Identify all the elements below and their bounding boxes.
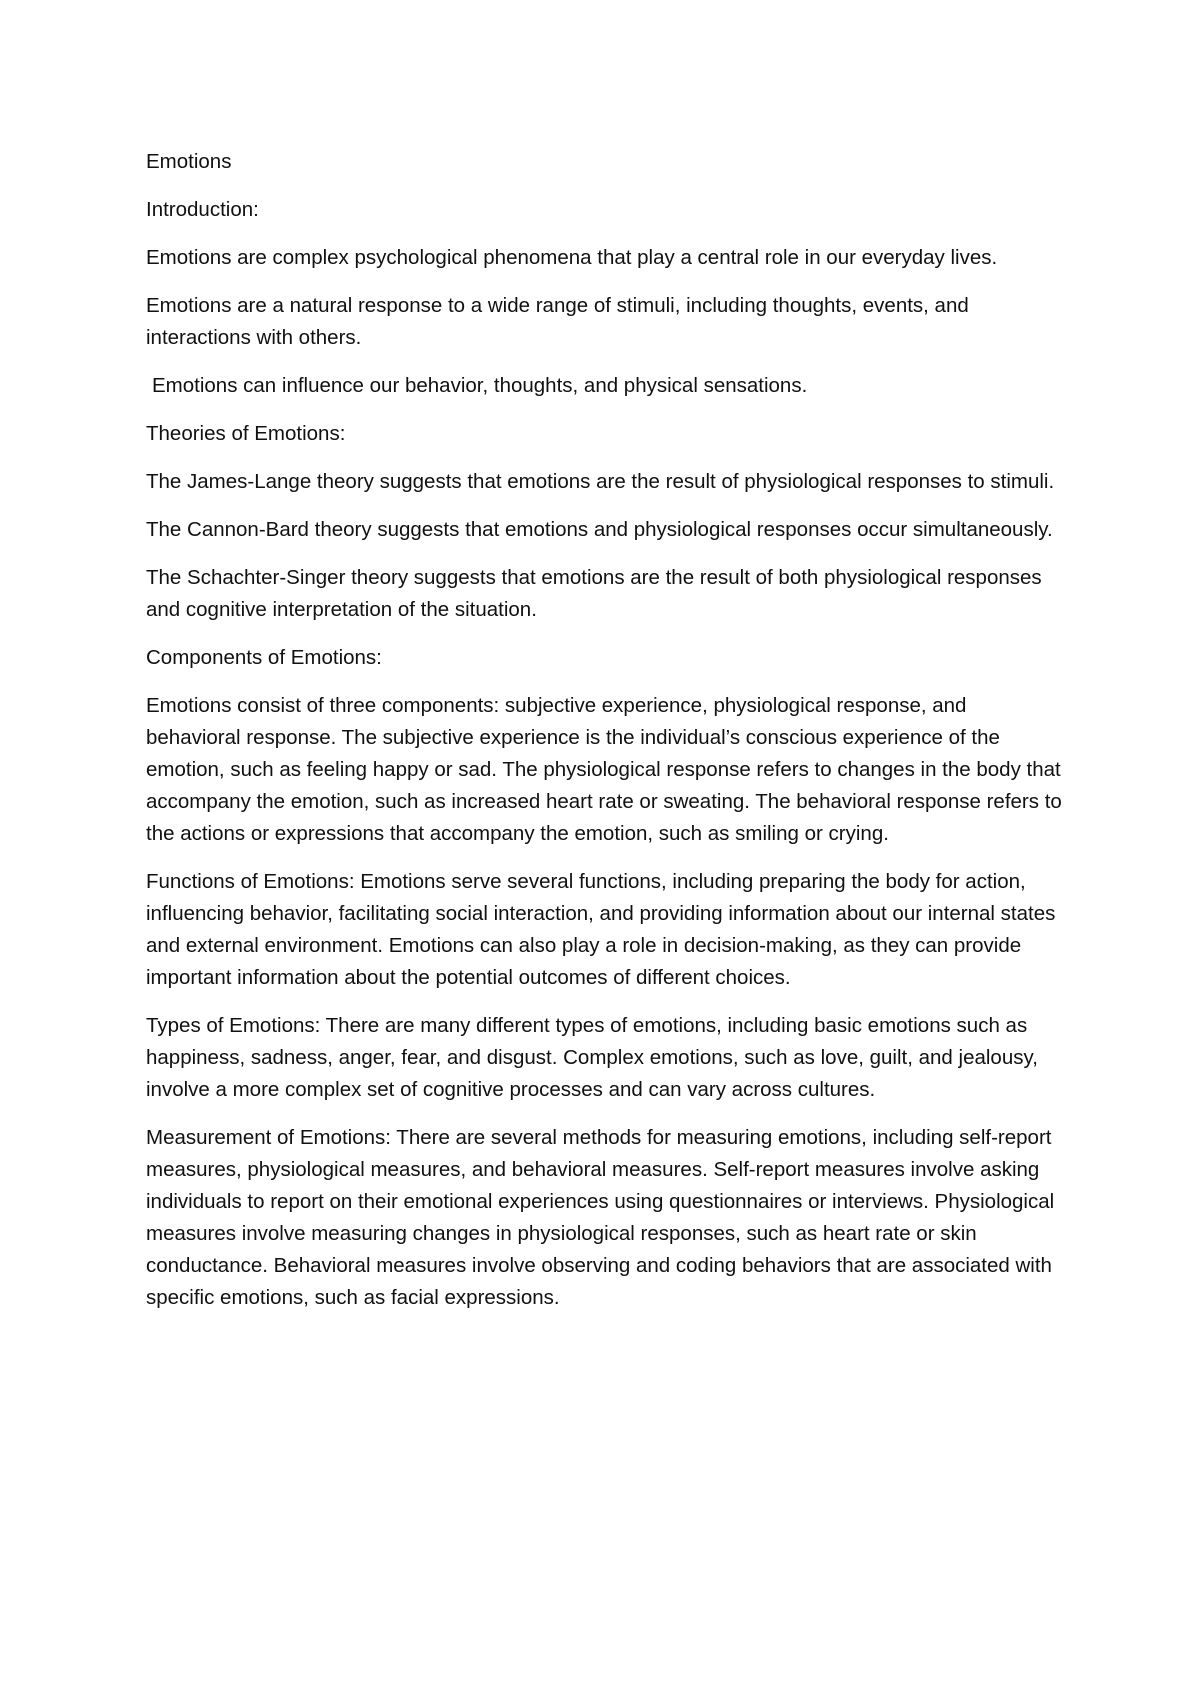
paragraph: The James-Lange theory suggests that emotions are the result of physiological responses to stimuli. [146,470,1055,493]
heading-components: Components of Emotions: [146,646,382,669]
heading-theories: Theories of Emotions: [146,422,346,445]
paragraph: Emotions consist of three components: subjective experience, physiological response, and behavioral response. The subjective experience is the individual’s conscious experience of the emotion, such as feeling happy or sad. The physiological response refers to changes in the body that accompany the emotion, such as increased heart rate or sweating. The behavioral response refers to the actions or expressions that accompany the emotion, such as smiling or crying. [146,694,1062,845]
paragraph: Emotions are a natural response to a wide range of stimuli, including thoughts, events, and interactions with others. [146,294,969,349]
paragraph: The Schachter-Singer theory suggests that emotions are the result of both physiological responses and cognitive interpretation of the situation. [146,566,1042,621]
paragraph: The Cannon-Bard theory suggests that emotions and physiological responses occur simultaneously. [146,518,1053,541]
paragraph: Functions of Emotions: Emotions serve several functions, including preparing the body for action, influencing behavior, facilitating social interaction, and providing information about our internal states and external environment. Emotions can also play a role in decision-making, as they can provide important information about the potential outcomes of different choices. [146,870,1056,989]
paragraph: Measurement of Emotions: There are several methods for measuring emotions, including self-report measures, physiological measures, and behavioral measures. Self-report measures involve asking individuals to report on their emotional experiences using questionnaires or interviews. Physiological measures involve measuring changes in physiological responses, such as heart rate or skin conductance. Behavioral measures involve observing and coding behaviors that are associated with specific emotions, such as facial expressions. [146,1126,1055,1309]
document-body [146,146,1066,1330]
paragraph: Emotions can influence our behavior, thoughts, and physical sensations. [152,374,808,397]
heading-introduction: Introduction: [146,198,259,221]
paragraph: Emotions are complex psychological phenomena that play a central role in our everyday lives. [146,246,998,269]
paragraph: Types of Emotions: There are many different types of emotions, including basic emotions such as happiness, sadness, anger, fear, and disgust. Complex emotions, such as love, guilt, and jealousy, involve a more complex set of cognitive processes and can vary across cultures. [146,1014,1038,1101]
document-title: Emotions [146,150,232,173]
